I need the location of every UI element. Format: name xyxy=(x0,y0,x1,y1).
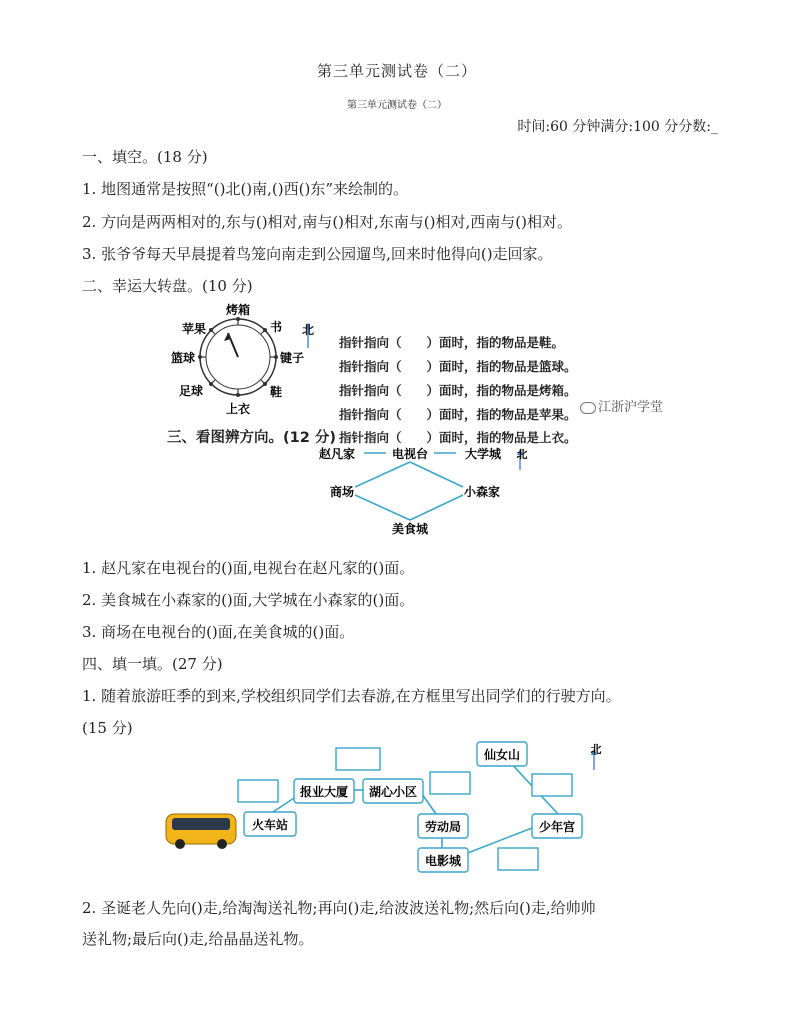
section3-q2: 2. 美食城在小森家的()面,大学城在小森家的()面。 xyxy=(82,591,415,609)
dial-item-oven: 烤箱 xyxy=(225,303,251,317)
answer-box-3[interactable] xyxy=(430,772,470,794)
section4-q1-points: (15 分) xyxy=(82,719,133,737)
section1-q2: 2. 方向是两两相对的,东与()相对,南与()相对,东南与()相对,西南与()相对。 xyxy=(82,213,572,231)
section3-q1: 1. 赵凡家在电视台的()面,电视台在赵凡家的()面。 xyxy=(82,559,415,577)
direction-map xyxy=(310,440,550,540)
answer-box-1[interactable] xyxy=(238,780,278,802)
section1-q3: 3. 张爷爷每天早晨提着鸟笼向南走到公园遛鸟,回来时他得向()走回家。 xyxy=(82,245,553,263)
dial-item-football: 足球 xyxy=(178,384,203,398)
travel-route-map xyxy=(160,736,620,876)
lucky-dial xyxy=(160,295,320,425)
section1-heading: 一、填空。(18 分) xyxy=(82,148,208,166)
place-lake: 湖心小区 xyxy=(368,785,418,799)
section4-heading: 四、填一填。(27 分) xyxy=(82,655,223,673)
clue-1: 指针指向（ ）面时，指的物品是鞋。 xyxy=(339,335,565,350)
clue-5: 指针指向（ ）面时，指的物品是上衣。 xyxy=(339,430,577,445)
place-food-city: 美食城 xyxy=(391,522,429,536)
place-mall: 商场 xyxy=(329,485,355,499)
section4-q2-line1: 2. 圣诞老人先向()走,给淘淘送礼物;再向()走,给波波送礼物;然后向()走,给帅帅 xyxy=(82,899,596,917)
wechat-icon xyxy=(580,402,596,414)
dial-item-book: 书 xyxy=(270,320,283,334)
place-station: 火车站 xyxy=(251,818,289,832)
bus-icon xyxy=(166,814,236,849)
section1-q1: 1. 地图通常是按照“()北()南,()西()东”来绘制的。 xyxy=(82,180,409,198)
dial-item-shuttlecock: 键子 xyxy=(280,351,305,365)
place-zhaofan: 赵凡家 xyxy=(318,447,356,461)
dial-item-shoes: 鞋 xyxy=(270,385,283,399)
section4-q1-text: 1. 随着旅游旺季的到来,学校组织同学们去春游,在方框里写出同学们的行驶方向。 xyxy=(82,687,621,705)
clue-3: 指针指向（ ）面时，指的物品是烤箱。 xyxy=(339,383,577,398)
place-tv-station: 电视台 xyxy=(391,447,429,461)
watermark: 江浙沪学堂 xyxy=(580,396,663,415)
dial-item-coat: 上衣 xyxy=(225,402,251,416)
place-xiaosen: 小森家 xyxy=(463,485,501,499)
north-label-map: 北 xyxy=(516,448,528,461)
page-title: 第三单元测试卷（二） xyxy=(316,62,477,80)
clue-4: 指针指向（ ）面时，指的物品是苹果。 xyxy=(339,407,577,422)
answer-box-4[interactable] xyxy=(532,774,572,796)
north-label-dial: 北 xyxy=(302,323,315,337)
place-labor: 劳动局 xyxy=(424,820,462,834)
answer-box-5[interactable] xyxy=(498,848,538,870)
place-newspaper: 报业大厦 xyxy=(299,785,349,799)
section4-q2-line2: 送礼物;最后向()走,给晶晶送礼物。 xyxy=(82,930,314,948)
section3-q3: 3. 商场在电视台的()面,在美食城的()面。 xyxy=(82,623,355,641)
exam-meta: 时间:60 分钟满分:100 分分数:_ xyxy=(517,119,718,135)
place-palace: 少年宫 xyxy=(538,820,576,834)
section2-heading: 二、幸运大转盘。(10 分) xyxy=(82,277,253,295)
place-cinema: 电影城 xyxy=(424,854,462,868)
dial-item-apple: 苹果 xyxy=(181,322,206,336)
clue-2: 指针指向（ ）面时，指的物品是篮球。 xyxy=(339,359,577,374)
dial-item-basketball: 篮球 xyxy=(170,351,195,365)
dial-pointer xyxy=(224,333,238,357)
place-university: 大学城 xyxy=(464,447,502,461)
place-fairy: 仙女山 xyxy=(483,748,521,762)
answer-box-2[interactable] xyxy=(336,748,380,770)
page-subtitle: 第三单元测试卷（二） xyxy=(347,100,447,111)
north-label-route: 北 xyxy=(590,743,602,756)
section3-heading: 三、看图辨方向。(12 分) xyxy=(167,430,336,446)
